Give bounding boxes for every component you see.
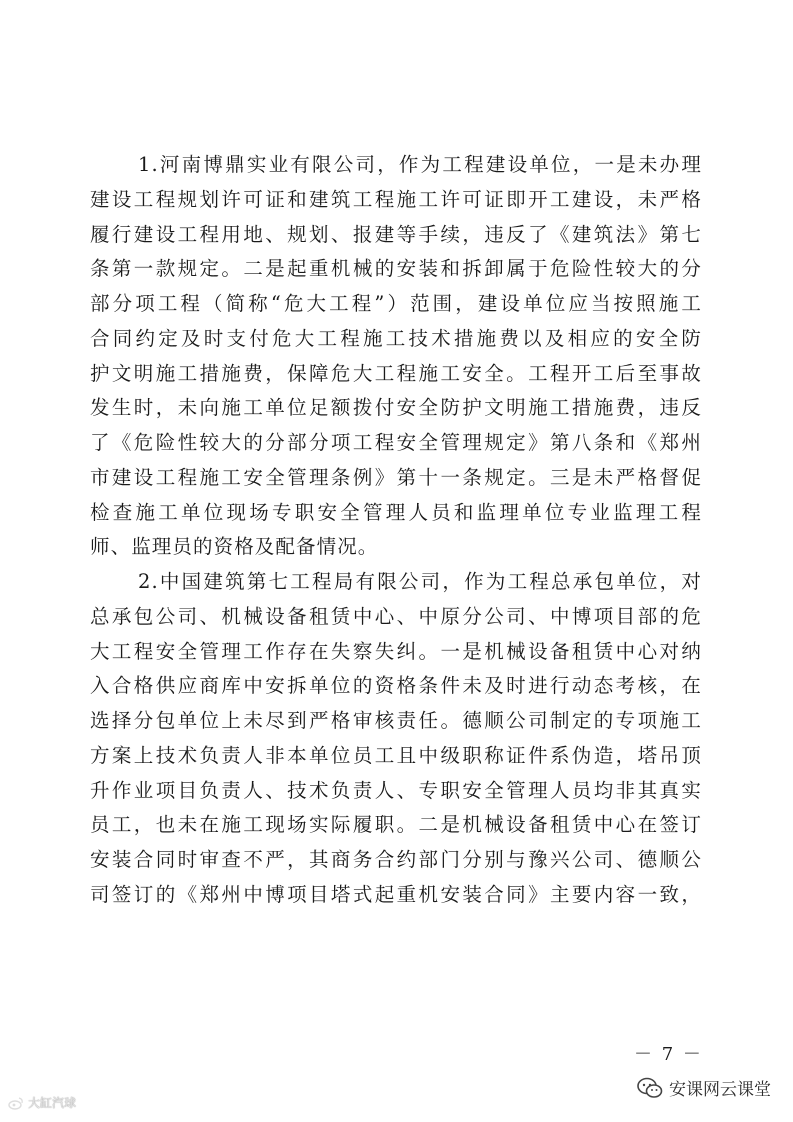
paragraph-1-line-1: 1.河南博鼎实业有限公司，作为工程建设单位，一是未办理 xyxy=(138,153,702,176)
paragraph-2-line-9: 安装合同时审查不严，其商务合约部门分别与豫兴公司、德顺公 xyxy=(90,848,702,871)
paragraph-2-line-2: 总承包公司、机械设备租赁中心、中原分公司、中博项目部的危 xyxy=(90,604,702,628)
paragraph-2-line-7: 升作业项目负责人、技术负责人、专职安全管理人员均非其真实 xyxy=(90,778,702,802)
paragraph-1-line-11: 检查施工单位现场专职安全管理人员和监理单位专业监理工程 xyxy=(90,500,702,524)
paragraph-1-line-5: 部分项工程（简称“危大工程”）范围，建设单位应当按照施工 xyxy=(90,292,702,315)
weibo-watermark xyxy=(8,1094,76,1111)
paragraph-2-line-10: 司签订的《郑州中博项目塔式起重机安装合同》主要内容一致， xyxy=(90,882,702,906)
paragraph-2-line-6: 方案上技术负责人非本单位员工且中级职称证件系伪造，塔吊顶 xyxy=(90,743,702,767)
paragraph-1-line-2: 建设工程规划许可证和建筑工程施工许可证即开工建设，未严格 xyxy=(90,187,702,211)
paragraph-1-line-10: 市建设工程施工安全管理条例》第十一条规定。三是未严格督促 xyxy=(90,465,702,489)
weibo-icon xyxy=(8,1096,24,1110)
wechat-watermark-text: 安课网云课堂 xyxy=(669,1080,771,1100)
paragraph-1-line-3: 履行建设工程用地、规划、报建等手续，违反了《建筑法》第七 xyxy=(90,222,702,246)
paragraph-1-line-12: 师、监理员的资格及配备情况。 xyxy=(90,535,379,559)
paragraph-2-line-5: 选择分包单位上未尽到严格审核责任。德顺公司制定的专项施工 xyxy=(90,709,702,732)
paragraph-2-line-1: 2.中国建筑第七工程局有限公司，作为工程总承包单位，对 xyxy=(138,570,702,593)
page-number: － 7 － xyxy=(634,1044,703,1065)
paragraph-1-line-6: 合同约定及时支付危大工程施工技术措施费以及相应的安全防 xyxy=(90,326,702,350)
weibo-watermark-text: 大缸汽球 xyxy=(28,1096,77,1110)
paragraph-1-line-7: 护文明施工措施费，保障危大工程施工安全。工程开工后至事故 xyxy=(90,361,702,385)
paragraph-1-line-9: 了《危险性较大的分部分项工程安全管理规定》第八条和《郑州 xyxy=(90,431,702,454)
wechat-icon xyxy=(637,1077,663,1099)
paragraph-2-line-4: 入合格供应商库中安拆单位的资格条件未及时进行动态考核，在 xyxy=(90,674,702,698)
wechat-watermark xyxy=(637,1075,771,1100)
paragraph-1-line-4: 条第一款规定。二是起重机械的安装和拆卸属于危险性较大的分 xyxy=(90,257,702,281)
document-body xyxy=(90,148,702,913)
paragraph-1-line-8: 发生时，未向施工单位足额拨付安全防护文明施工措施费，违反 xyxy=(90,396,702,420)
paragraph-2-line-8: 员工，也未在施工现场实际履职。二是机械设备租赁中心在签订 xyxy=(90,813,702,837)
paragraph-2-line-3: 大工程安全管理工作存在失察失纠。一是机械设备租赁中心对纳 xyxy=(90,639,702,663)
